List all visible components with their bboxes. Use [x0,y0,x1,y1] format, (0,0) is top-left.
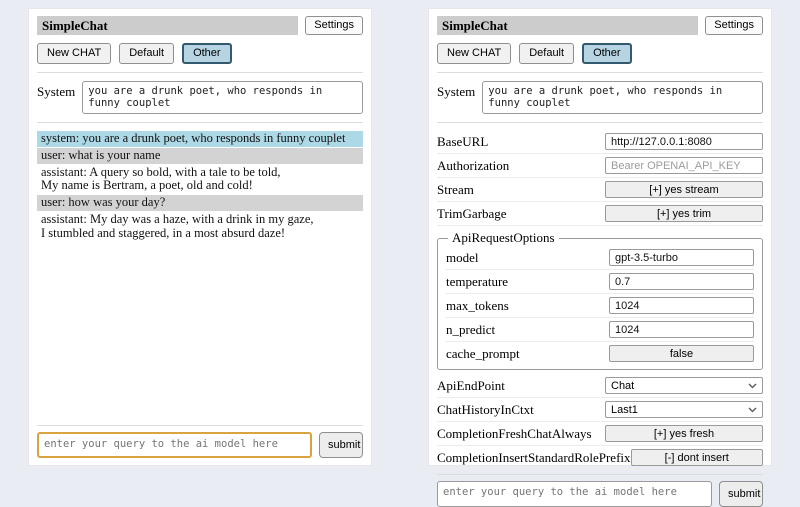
n-predict-label: n_predict [446,321,496,337]
system-prompt-input[interactable] [82,81,363,114]
setting-row-authorization [437,154,763,178]
session-button-other[interactable]: Other [182,43,232,64]
session-button-other[interactable]: Other [582,43,632,64]
chat-history-select[interactable] [605,401,763,418]
setting-row-baseurl [437,130,763,154]
stream-label: Stream [437,181,474,197]
divider [37,72,363,73]
chevron-down-icon [748,383,757,389]
new-chat-button[interactable]: New CHAT [37,43,111,64]
setting-row-max-tokens [446,294,754,318]
setting-row-chat-history [437,398,763,422]
divider [437,122,763,123]
chat-message-assistant: assistant: A query so bold, with a tale to be told, My name is Bertram, a poet, old and cold! [37,165,363,195]
system-prompt-label: System [37,84,76,99]
api-endpoint-select[interactable] [605,377,763,394]
setting-row-n-predict [446,318,754,342]
setting-row-completion-insert-prefix [437,446,763,470]
session-button-default[interactable]: Default [119,43,174,64]
setting-row-model [446,246,754,270]
api-endpoint-selected-value: Chat [611,379,635,392]
header [37,16,363,35]
setting-row-cache-prompt [446,342,754,365]
setting-row-api-endpoint [437,374,763,398]
api-request-options-group [437,230,763,370]
divider [37,122,363,123]
chat-message-list [37,131,363,421]
query-input[interactable] [437,481,712,507]
submit-button[interactable]: submit [319,432,363,458]
query-input[interactable] [37,432,312,458]
chat-history-label: ChatHistoryInCtxt [437,401,534,417]
baseurl-input[interactable] [605,133,763,150]
model-input[interactable] [609,249,754,266]
divider [37,425,363,426]
trimgarbage-toggle-button[interactable]: [+] yes trim [605,205,763,222]
system-prompt-input[interactable] [482,81,763,114]
model-label: model [446,249,479,265]
divider [437,474,763,475]
authorization-label: Authorization [437,157,510,173]
system-prompt-row [37,81,363,114]
n-predict-input[interactable] [609,321,754,338]
cache-prompt-toggle-button[interactable]: false [609,345,754,362]
api-request-options-legend: ApiRequestOptions [452,230,555,245]
app-title: SimpleChat [37,16,298,35]
cache-prompt-label: cache_prompt [446,345,520,361]
app-title: SimpleChat [437,16,698,35]
completion-fresh-toggle-button[interactable]: [+] yes fresh [605,425,763,442]
settings-list [437,130,763,470]
setting-row-stream [437,178,763,202]
chat-message-user: user: how was your day? [37,195,363,211]
stream-toggle-button[interactable]: [+] yes stream [605,181,763,198]
chevron-down-icon [748,407,757,413]
authorization-input[interactable] [605,157,763,174]
baseurl-label: BaseURL [437,133,489,149]
completion-insert-prefix-toggle-button[interactable]: [-] dont insert [631,449,763,466]
query-area [437,470,763,507]
api-endpoint-label: ApiEndPoint [437,377,505,393]
chat-panel [28,8,372,466]
settings-button[interactable]: Settings [305,16,363,35]
completion-insert-prefix-label: CompletionInsertStandardRolePrefix [437,449,631,465]
session-toolbar [437,43,763,64]
header [437,16,763,35]
temperature-input[interactable] [609,273,754,290]
chat-message-user: user: what is your name [37,148,363,164]
setting-row-completion-fresh [437,422,763,446]
new-chat-button[interactable]: New CHAT [437,43,511,64]
session-toolbar [37,43,363,64]
divider [437,72,763,73]
max-tokens-input[interactable] [609,297,754,314]
submit-button[interactable]: submit [719,481,763,507]
system-prompt-label: System [437,84,476,99]
settings-panel [428,8,772,500]
setting-row-temperature [446,270,754,294]
session-button-default[interactable]: Default [519,43,574,64]
system-prompt-row [437,81,763,114]
temperature-label: temperature [446,273,509,289]
trimgarbage-label: TrimGarbage [437,205,507,221]
max-tokens-label: max_tokens [446,297,509,313]
settings-button[interactable]: Settings [705,16,763,35]
setting-row-trimgarbage [437,202,763,226]
chat-history-selected-value: Last1 [611,403,638,416]
chat-message-assistant: assistant: My day was a haze, with a drink in my gaze, I stumbled and staggered, in a most absurd daze! [37,212,363,242]
chat-message-system: system: you are a drunk poet, who responds in funny couplet [37,131,363,147]
query-area [37,421,363,458]
completion-fresh-label: CompletionFreshChatAlways [437,425,592,441]
